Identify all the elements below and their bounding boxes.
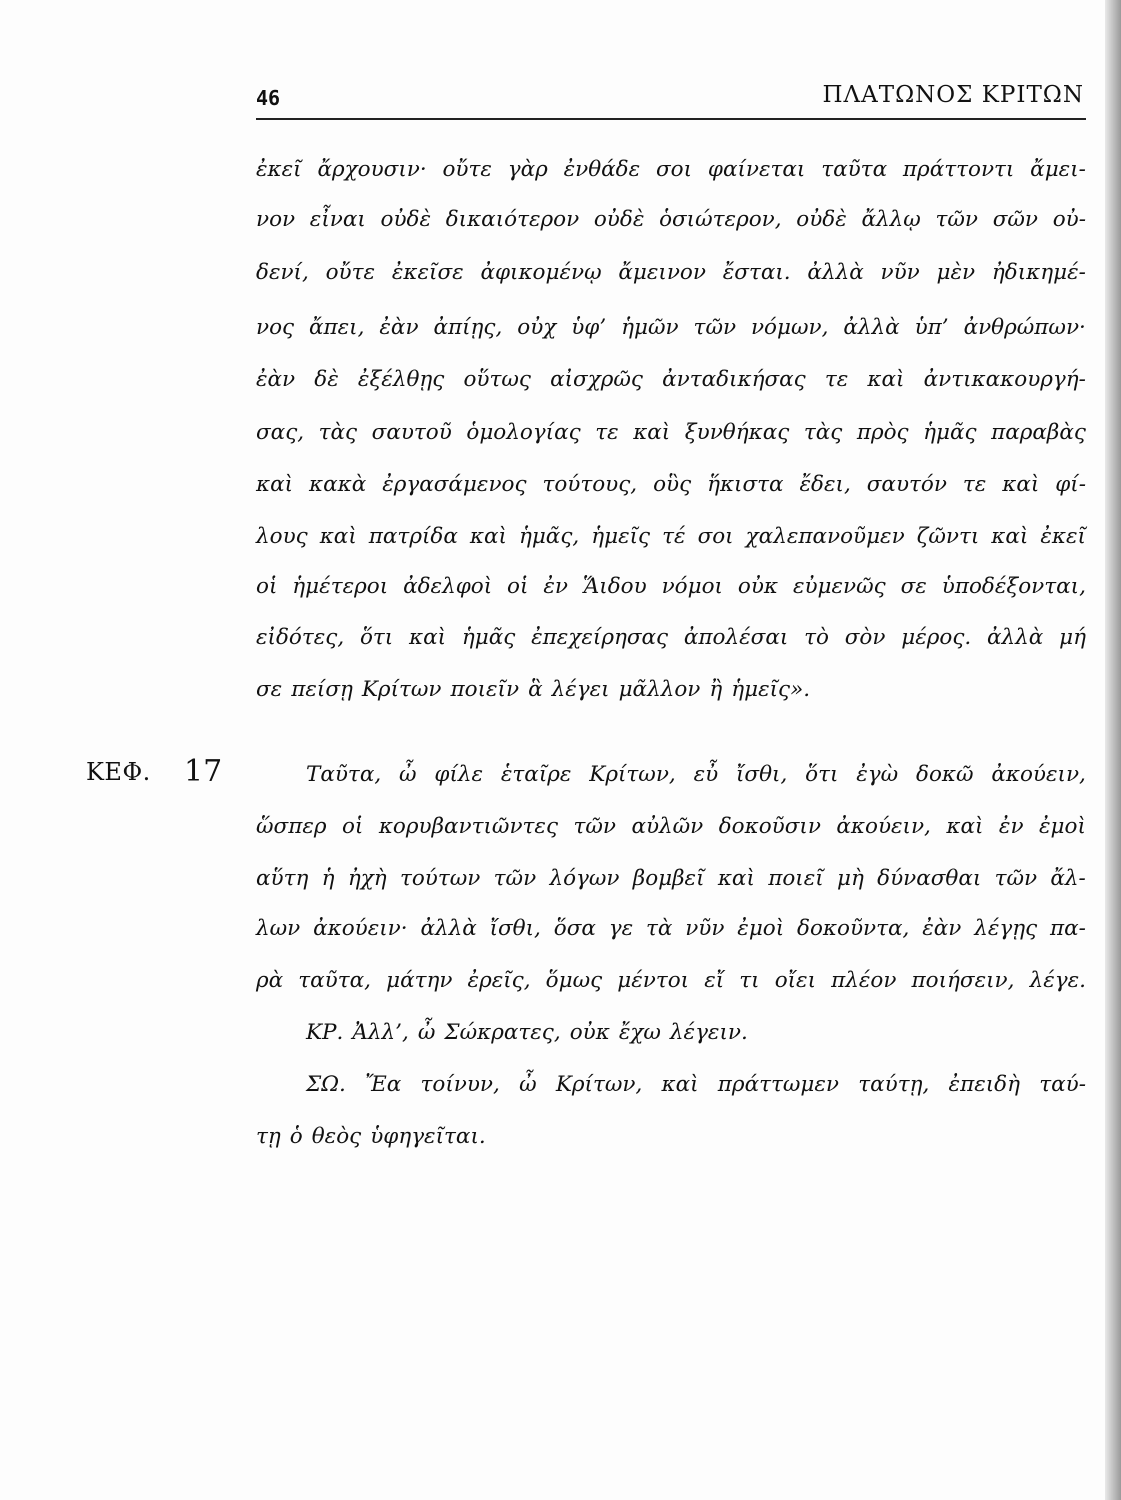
text-line: ρὰ ταῦτα, μάτην ἐρεῖς, ὅμως μέντοι εἴ τι οἴει πλέον ποιήσειν, λέγε. bbox=[256, 968, 1086, 993]
text-line: οἱ ἡμέτεροι ἀδελφοὶ οἱ ἐν Ἅιδου νόμοι οὐκ εὐμενῶς σε ὑποδέξονται, bbox=[256, 574, 1086, 599]
chapter-label: ΚΕΦ. bbox=[86, 758, 151, 786]
text-line: ἐκεῖ ἄρχουσιν· οὔτε γὰρ ἐνθάδε σοι φαίνεται ταῦτα πράττοντι ἄμει- bbox=[256, 157, 1086, 182]
page-number: 46 bbox=[256, 86, 281, 110]
chapter-number: 17 bbox=[184, 754, 223, 789]
text-line: λων ἀκούειν· ἀλλὰ ἴσθι, ὅσα γε τὰ νῦν ἐμοὶ δοκοῦντα, ἐὰν λέγῃς πα- bbox=[256, 916, 1086, 941]
text-line: λους καὶ πατρίδα καὶ ἡμᾶς, ἡμεῖς τέ σοι χαλεπανοῦμεν ζῶντι καὶ ἐκεῖ bbox=[256, 524, 1086, 549]
running-head bbox=[256, 82, 1086, 120]
text-line: καὶ κακὰ ἐργασάμενος τούτους, οὓς ἥκιστα ἔδει, σαυτόν τε καὶ φί- bbox=[256, 472, 1086, 497]
text-line: νος ἄπει, ἐὰν ἀπίῃς, οὐχ ὑφ’ ἡμῶν τῶν νόμων, ἀλλὰ ὑπ’ ἀνθρώπων· bbox=[256, 315, 1086, 340]
text-line: τῃ ὁ θεὸς ὑφηγεῖται. bbox=[256, 1124, 486, 1149]
text-line: ὥσπερ οἱ κορυβαντιῶντες τῶν αὐλῶν δοκοῦσιν ἀκούειν, καὶ ἐν ἐμοὶ bbox=[256, 814, 1086, 839]
dialogue-line: ΚΡ. Ἀλλ’, ὦ Σώκρατες, οὐκ ἔχω λέγειν. bbox=[306, 1020, 748, 1045]
text-line: νον εἶναι οὐδὲ δικαιότερον οὐδὲ ὁσιώτερον, οὐδὲ ἄλλῳ τῶν σῶν οὐ- bbox=[256, 207, 1086, 232]
text-line: δενί, οὔτε ἐκεῖσε ἀφικομένῳ ἄμεινον ἔσται. ἀλλὰ νῦν μὲν ἠδικημέ- bbox=[256, 260, 1086, 285]
text-line: σε πείσῃ Κρίτων ποιεῖν ἃ λέγει μᾶλλον ἢ ἡμεῖς». bbox=[256, 677, 811, 702]
text-line: ἐὰν δὲ ἐξέλθῃς οὕτως αἰσχρῶς ἀνταδικήσας τε καὶ ἀντικακουργή- bbox=[256, 367, 1086, 392]
text-line: εἰδότες, ὅτι καὶ ἡμᾶς ἐπεχείρησας ἀπολέσαι τὸ σὸν μέρος. ἀλλὰ μή bbox=[256, 625, 1086, 650]
dialogue-line: ΣΩ. Ἔα τοίνυν, ὦ Κρίτων, καὶ πράττωμεν ταύτῃ, ἐπειδὴ ταύ- bbox=[306, 1072, 1086, 1097]
book-title: ΠΛΑΤΩΝΟΣ ΚΡΙΤΩΝ bbox=[822, 82, 1084, 108]
binding-edge bbox=[1105, 0, 1121, 1500]
text-line: αὕτη ἡ ἠχὴ τούτων τῶν λόγων βομβεῖ καὶ ποιεῖ μὴ δύνασθαι τῶν ἄλ- bbox=[256, 866, 1086, 891]
text-line: Ταῦτα, ὦ φίλε ἑταῖρε Κρίτων, εὖ ἴσθι, ὅτι ἐγὼ δοκῶ ἀκούειν, bbox=[306, 762, 1086, 787]
text-line: σας, τὰς σαυτοῦ ὁμολογίας τε καὶ ξυνθήκας τὰς πρὸς ἡμᾶς παραβὰς bbox=[256, 420, 1086, 445]
